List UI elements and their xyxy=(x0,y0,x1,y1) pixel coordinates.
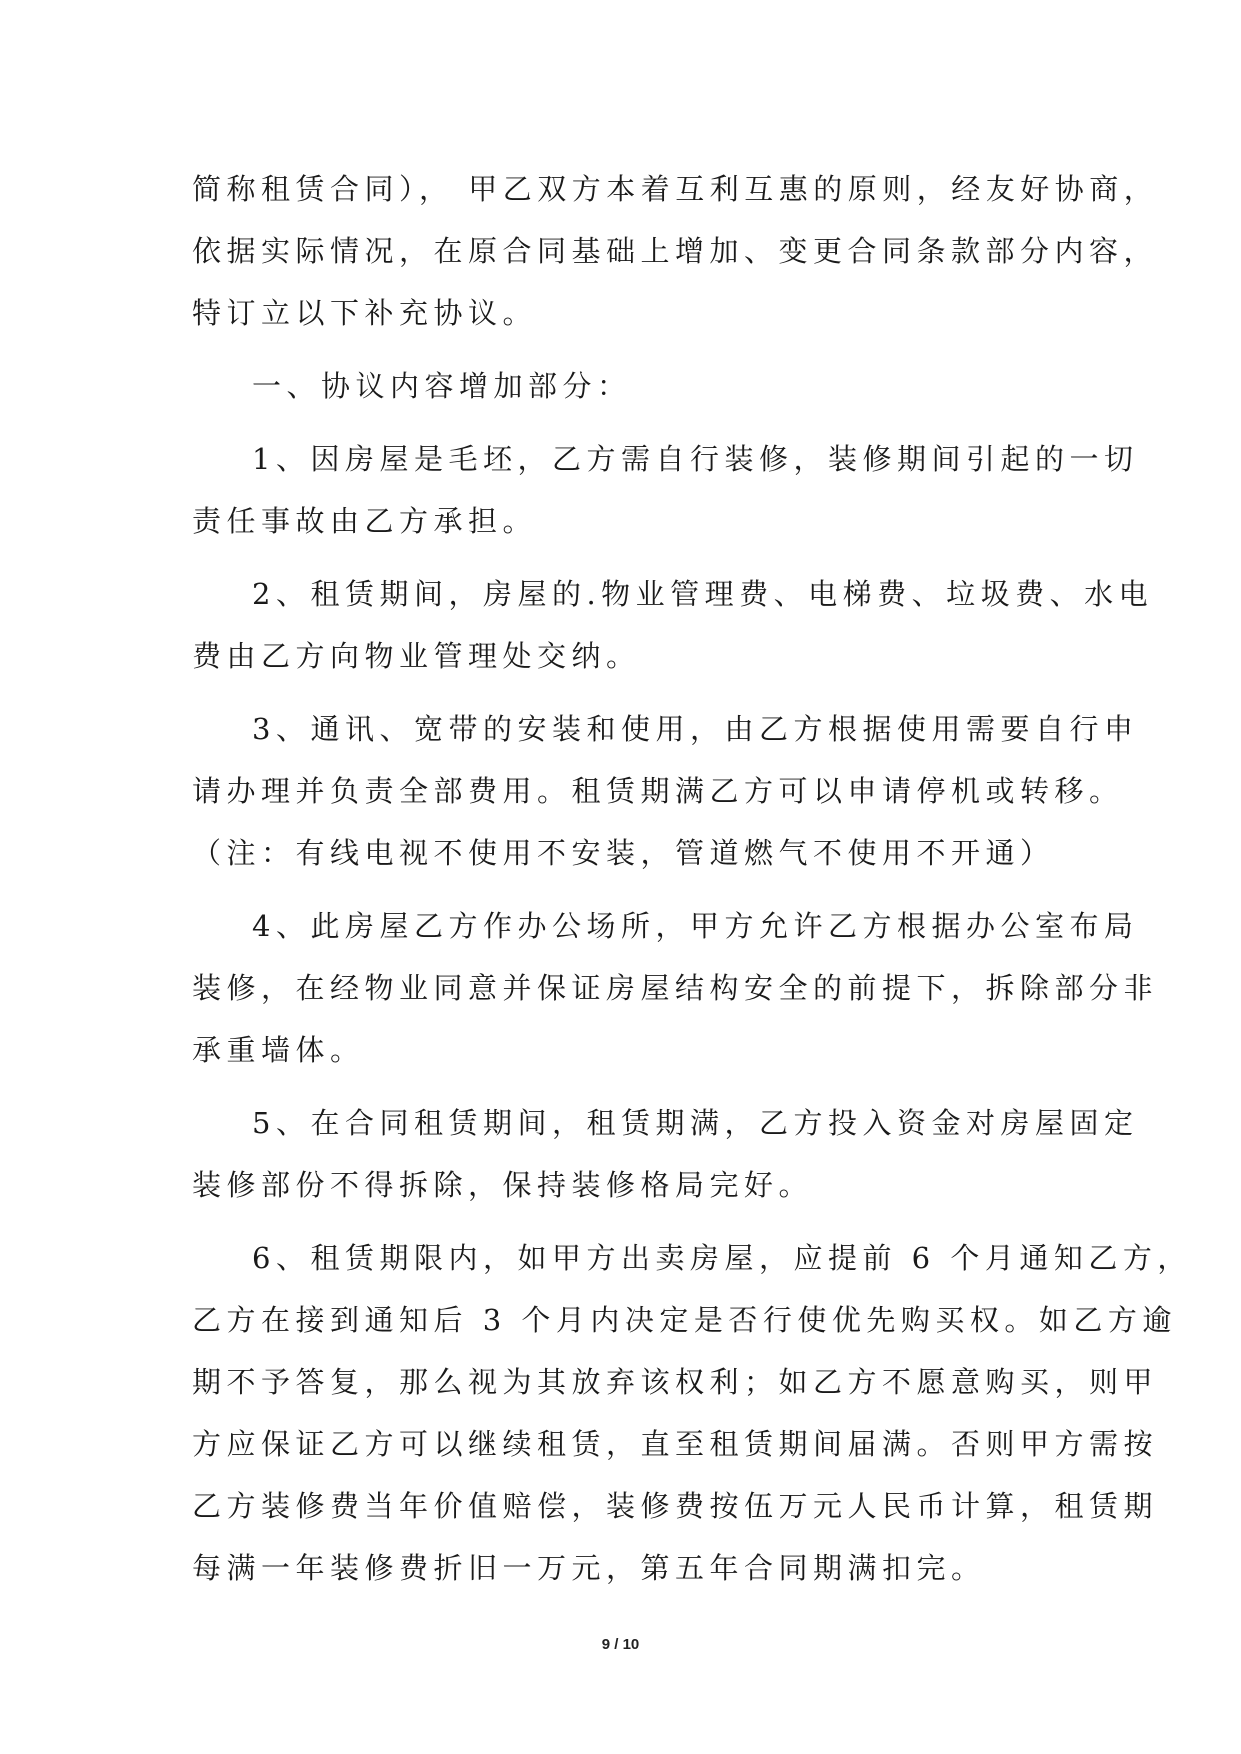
clause-2-line: 2、租赁期间，房屋的.物业管理费、电梯费、垃圾费、水电 xyxy=(252,577,1154,611)
clause-5-line: 5、在合同租赁期间，租赁期满，乙方投入资金对房屋固定 xyxy=(252,1106,1139,1140)
clause-6-line: 期不予答复，那么视为其放弃该权利；如乙方不愿意购买，则甲 xyxy=(192,1365,1159,1399)
clause-5-line: 装修部份不得拆除，保持装修格局完好。 xyxy=(192,1168,814,1202)
section-heading: 一、协议内容增加部分： xyxy=(252,369,632,403)
clause-1-line: 1、因房屋是毛坯，乙方需自行装修，装修期间引起的一切 xyxy=(252,442,1139,476)
clause-6-line: 6、租赁期限内，如甲方出卖房屋，应提前 6 个月通知乙方， xyxy=(252,1241,1192,1275)
clause-1-line: 责任事故由乙方承担。 xyxy=(192,504,538,538)
clause-3-line: 请办理并负责全部费用。租赁期满乙方可以申请停机或转移。 xyxy=(192,774,1124,808)
clause-6-line: 乙方装修费当年价值赔偿，装修费按伍万元人民币计算，租赁期 xyxy=(192,1489,1159,1523)
clause-6-line: 方应保证乙方可以继续租赁，直至租赁期间届满。否则甲方需按 xyxy=(192,1427,1159,1461)
page-number: 9 / 10 xyxy=(601,1636,640,1653)
clause-4-line: 4、此房屋乙方作办公场所，甲方允许乙方根据办公室布局 xyxy=(252,909,1139,943)
text-line: 简称租赁合同）， 甲乙双方本着互利互惠的原则，经友好协商， xyxy=(192,172,1159,206)
clause-4-line: 承重墙体。 xyxy=(192,1033,365,1067)
text-line: 依据实际情况，在原合同基础上增加、变更合同条款部分内容， xyxy=(192,234,1159,268)
text-line: 特订立以下补充协议。 xyxy=(192,296,538,330)
clause-3-line: 3、通讯、宽带的安装和使用，由乙方根据使用需要自行申 xyxy=(252,712,1139,746)
document-body xyxy=(192,158,1192,1599)
clause-6-line: 每满一年装修费折旧一万元，第五年合同期满扣完。 xyxy=(192,1551,986,1585)
clause-4-line: 装修，在经物业同意并保证房屋结构安全的前提下，拆除部分非 xyxy=(192,971,1159,1005)
clause-2-line: 费由乙方向物业管理处交纳。 xyxy=(192,639,641,673)
clause-6-line: 乙方在接到通知后 3 个月内决定是否行使优先购买权。如乙方逾 xyxy=(192,1303,1177,1337)
clause-3-note: （注：有线电视不使用不安装，管道燃气不使用不开通） xyxy=(192,836,1055,870)
